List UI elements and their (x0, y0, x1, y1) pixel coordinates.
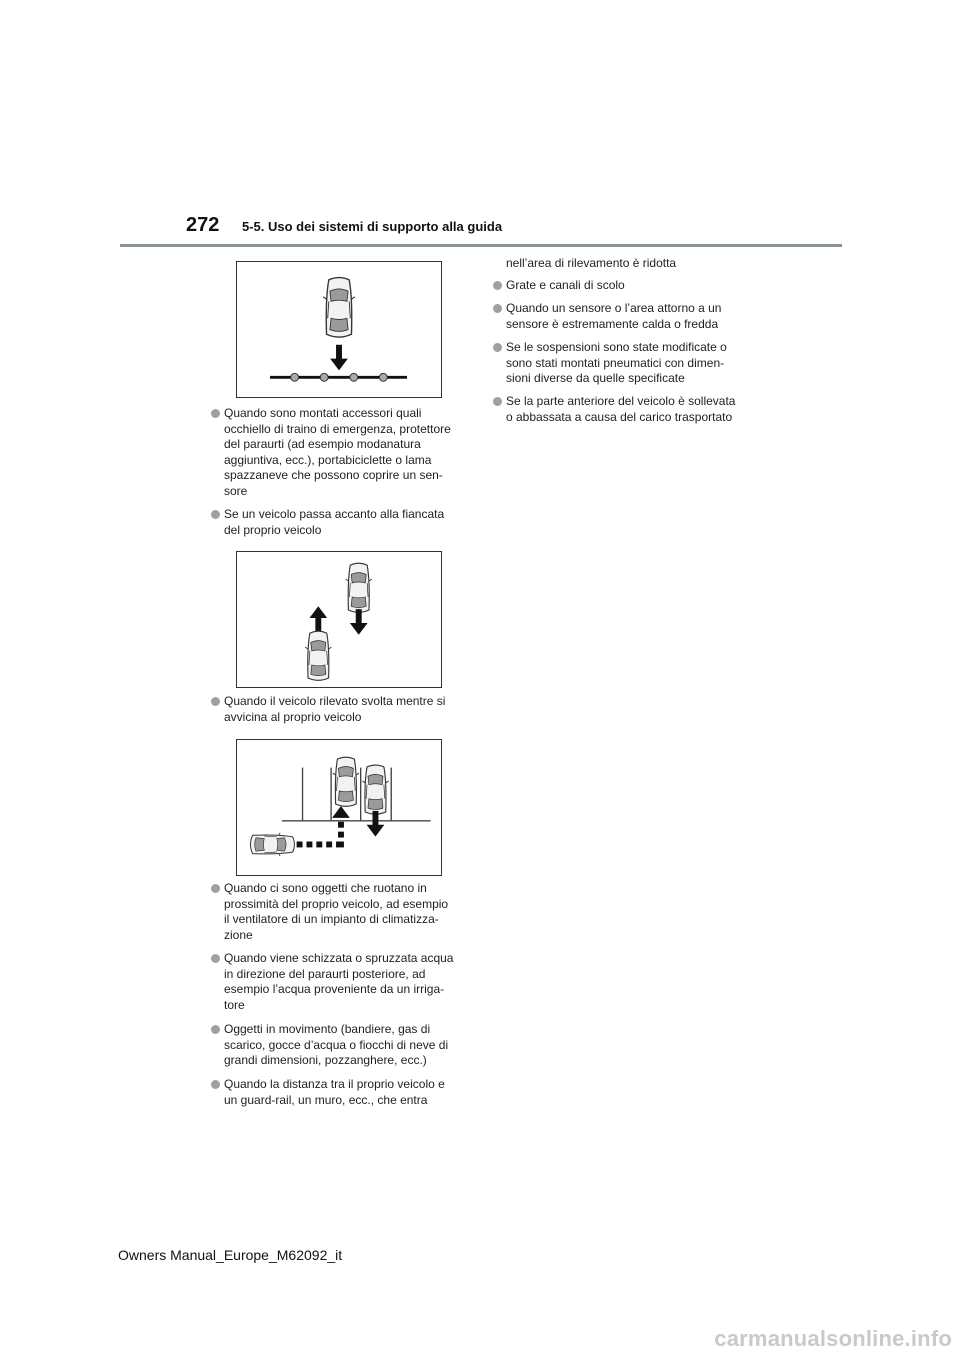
circle-bullet-icon (493, 343, 502, 352)
figure-1-drawing (237, 262, 441, 397)
page-number: 272 (186, 214, 220, 236)
bullet-item (211, 406, 456, 500)
bullet-text: Grate e canali di scolo (506, 278, 625, 292)
arrow-down-icon (367, 811, 385, 837)
circle-bullet-icon (493, 281, 502, 290)
circle-bullet-icon (493, 397, 502, 406)
bullet-item (493, 301, 738, 332)
bullet-item (211, 1022, 456, 1069)
bullet-item (493, 278, 738, 294)
bullet-text: Oggetti in movimento (bandiere, gas di scarico, gocce d’acqua o fiocchi di neve di grandi dimensioni, pozzanghere, ecc.) (224, 1022, 449, 1068)
arrow-down-icon (330, 345, 348, 371)
bullet-item (211, 1077, 456, 1108)
bullet-item (493, 340, 738, 387)
figure-2-drawing (237, 552, 441, 687)
figure-turning-vehicle (236, 739, 442, 876)
circle-bullet-icon (211, 1080, 220, 1089)
circle-bullet-icon (211, 409, 220, 418)
watermark: carmanualsonline.info (714, 1326, 952, 1351)
bullet-item (493, 394, 738, 425)
continuation-text: nell’area di rilevamento è ridotta (506, 256, 677, 270)
bullet-text: Quando ci sono oggetti che ruotano in prossimità del proprio veicolo, ad esempio il ventilatore di un impianto di climatizza-zione (224, 881, 449, 942)
sensor-icon (291, 373, 299, 381)
figure-3-drawing (237, 740, 441, 875)
bullet-text: Se la parte anteriore del veicolo è sollevata o abbassata a causa del carico trasportato (506, 394, 736, 424)
circle-bullet-icon (211, 954, 220, 963)
car-icon (333, 757, 359, 806)
bullet-item (211, 694, 456, 725)
sensor-icon (320, 373, 328, 381)
circle-bullet-icon (211, 884, 220, 893)
arrow-up-icon (309, 606, 327, 632)
car-icon (250, 833, 294, 856)
dashed-path-arrow (297, 806, 350, 847)
circle-bullet-icon (211, 1025, 220, 1034)
car-icon (362, 765, 388, 814)
car-icon (305, 631, 331, 680)
sensor-icon (379, 373, 387, 381)
car-icon (323, 278, 355, 337)
bullet-text: Quando un sensore o l’area attorno a un sensore è estremamente calda o fredda (506, 301, 722, 331)
section-title: 5-5. Uso dei sistemi di supporto alla guida (242, 219, 503, 234)
car-icon (346, 563, 372, 612)
bullet-text: Quando sono montati accessori quali occhiello di traino di emergenza, protettore del paraurti (ad esempio modanatura aggiuntiva, ecc.), portabiciclette o lama spazzaneve che possono coprire un sen-sore (224, 406, 451, 498)
bullet-item (211, 951, 456, 1013)
figure-sensor-accessories (236, 261, 442, 398)
bullet-item (211, 881, 456, 943)
bullet-text: Quando il veicolo rilevato svolta mentre si avvicina al proprio veicolo (224, 694, 446, 724)
bullet-text: Quando viene schizzata o spruzzata acqua in direzione del paraurti posteriore, ad esempio l’acqua proveniente da un irriga-tore (224, 951, 454, 1012)
bullet-text: Quando la distanza tra il proprio veicolo e un guard-rail, un muro, ecc., che entra (224, 1077, 445, 1107)
bullet-text: Se un veicolo passa accanto alla fiancata del proprio veicolo (224, 507, 445, 537)
circle-bullet-icon (211, 697, 220, 706)
figure-passing-vehicle (236, 551, 442, 688)
footer-manual-id: Owners Manual_Europe_M62092_it (118, 1247, 343, 1263)
circle-bullet-icon (211, 510, 220, 519)
arrow-down-icon (350, 609, 368, 635)
header-rule (120, 244, 842, 247)
circle-bullet-icon (493, 304, 502, 313)
bullet-text: Se le sospensioni sono state modificate o sono stati montati pneumatici con dimen-sioni diverse da quelle specificate (506, 340, 727, 386)
sensor-icon (350, 373, 358, 381)
bullet-item (211, 507, 456, 538)
